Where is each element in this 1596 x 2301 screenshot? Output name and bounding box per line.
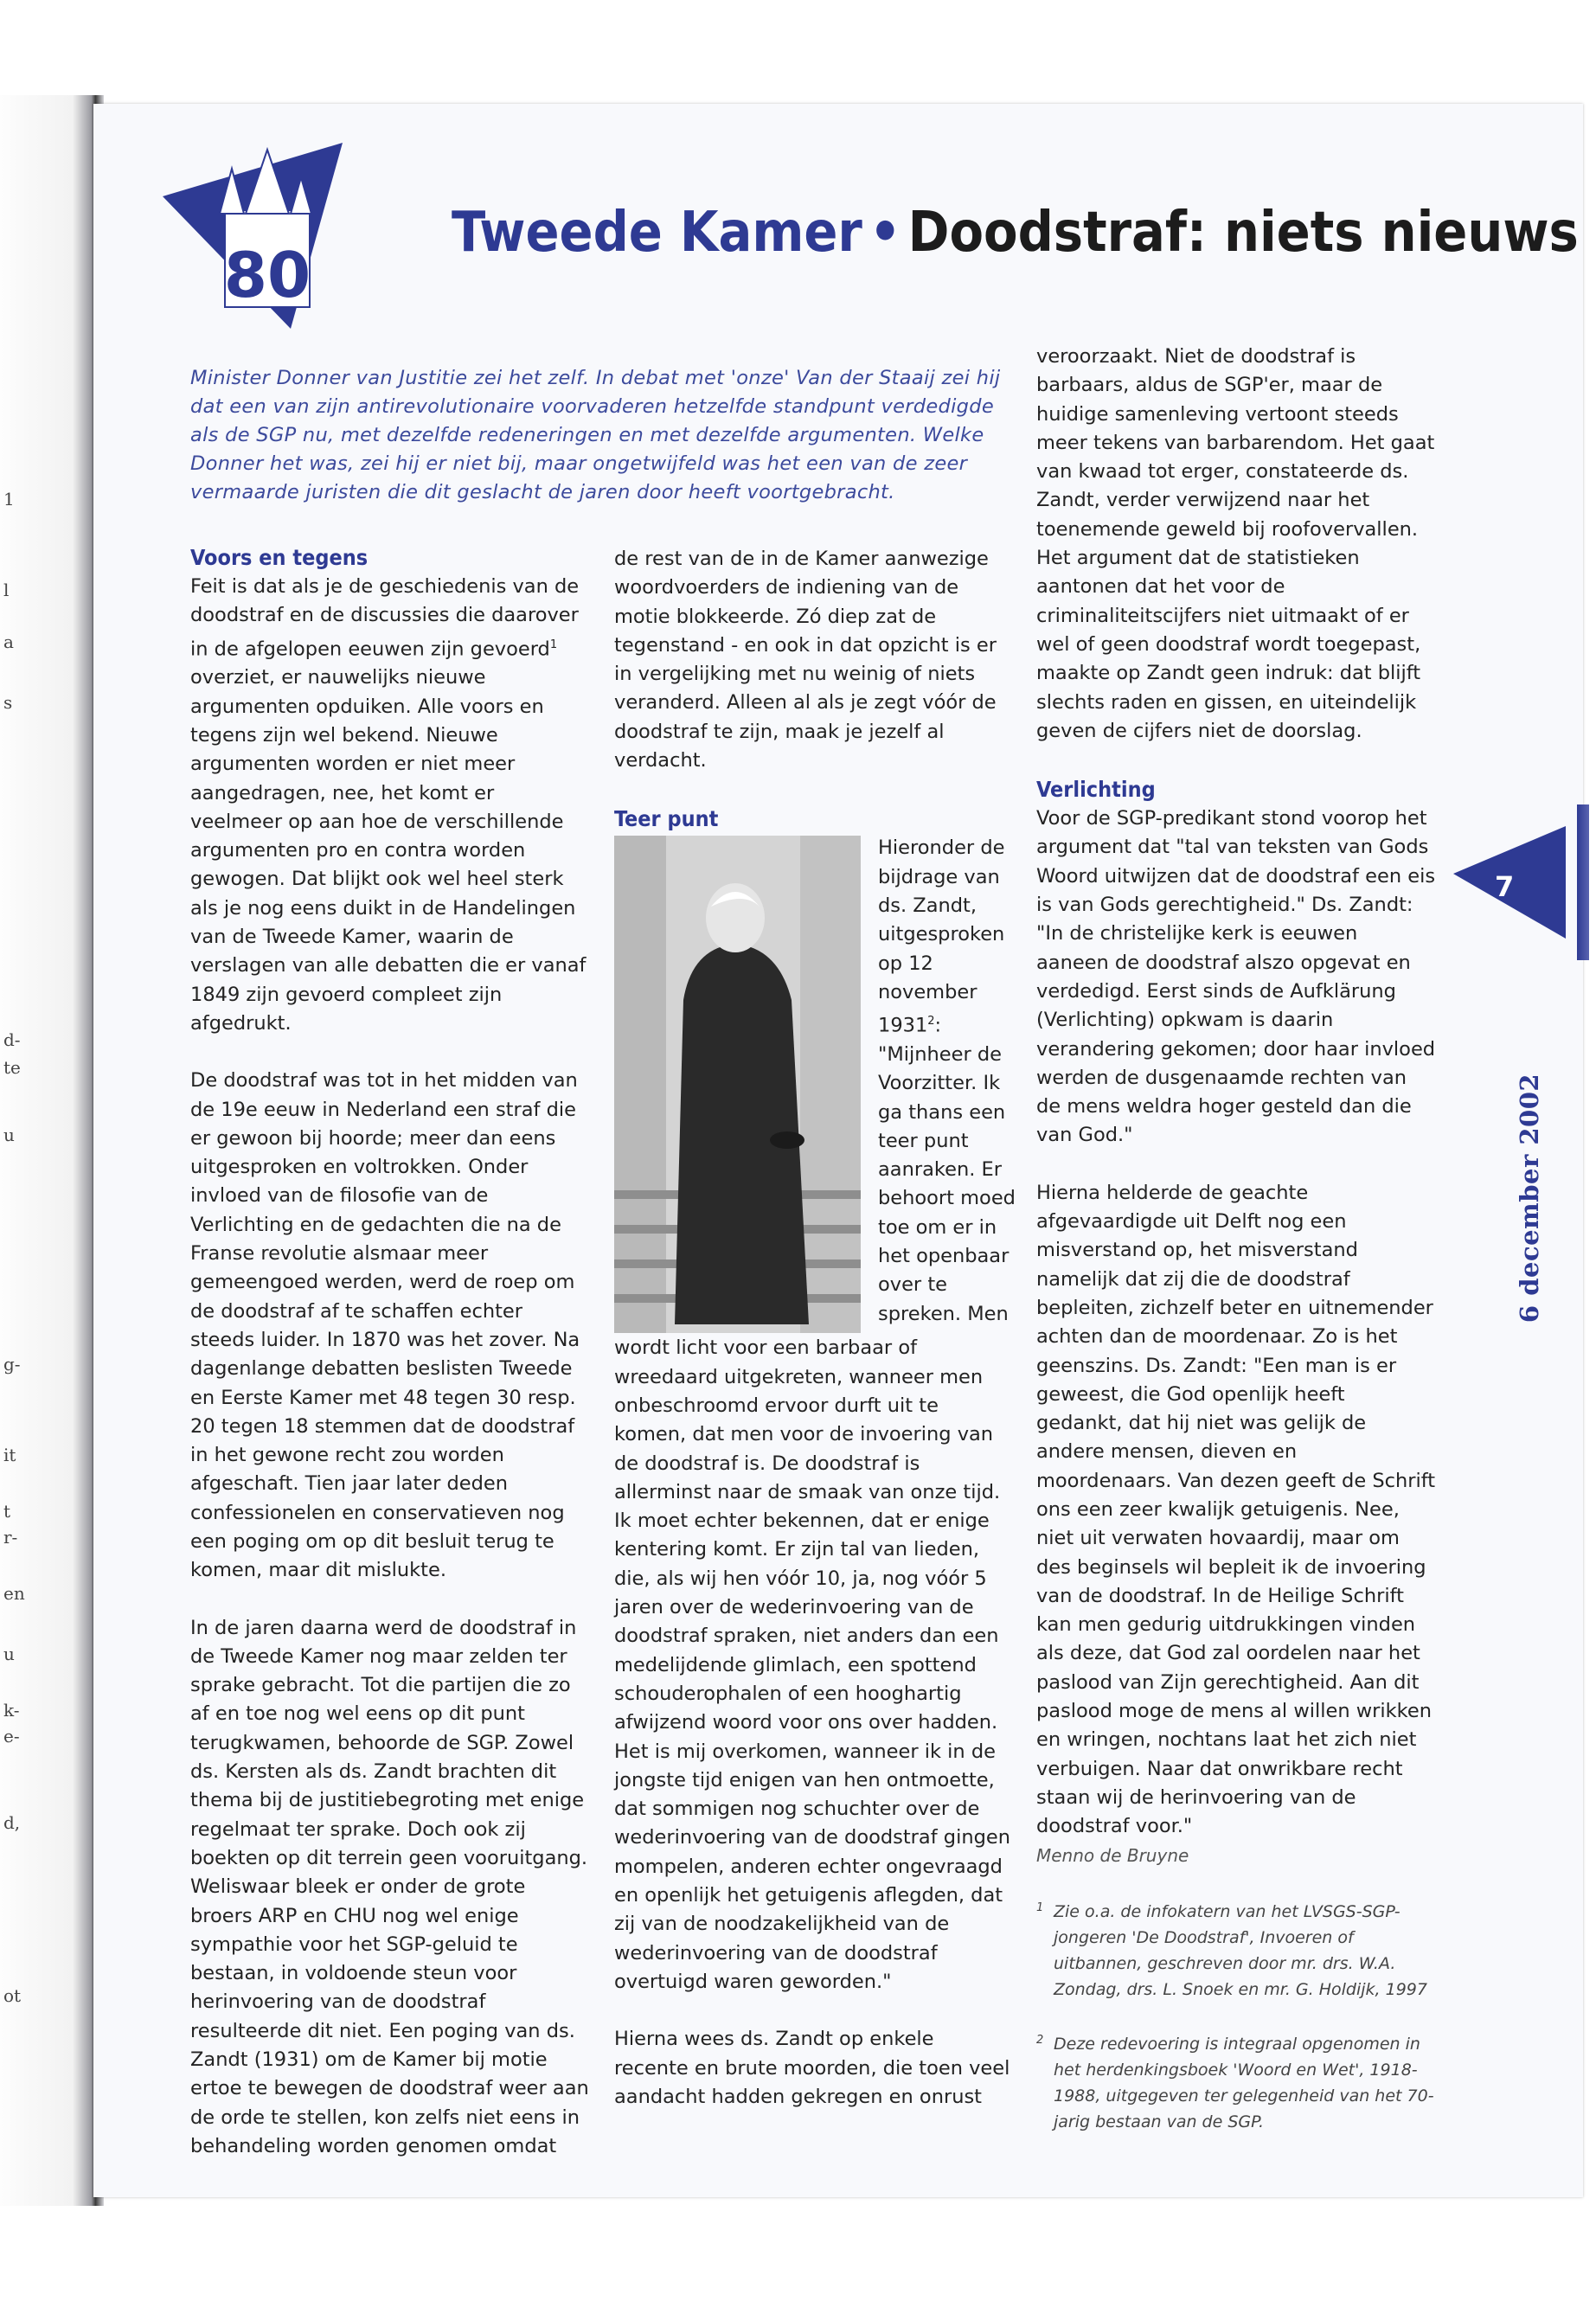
- paragraph: wordt licht voor een barbaar of wreedaard uitgekreten, wanneer men onbeschroomd ervoor durft uit te komen, dat men voor de invoering van de doodstraf is. De doodstraf is allerminst naar de smaak van onze tijd. Ik moet echter bekennen, dat er enige kentering komt. Er zijn tal van lieden, die, als wij hen vóór 10, ja, nog vóór 5 jaren over de wederinvoering van de doodstraf spraken, niet anders dan een medelijdende glimlach, een spottend schouderophalen of een hooghartig afwijzend woord voor ons over hadden. Het is mij overkomen, wanneer ik in de jongste tijd enigen van hen ontmoette, dat sommigen nog schuchter over de wederinvoering van de doodstraf gingen mompelen, anderen echter ongevraagd en openlijk het getuigenis aflegden, dat zij van de noodzakelijkheid van de wederinvoering van de doodstraf overtuigd waren geworden.": [614, 1336, 1010, 1993]
- spine-fragment: l: [3, 580, 10, 600]
- footnote: [1036, 2031, 1436, 2135]
- column-2: [614, 545, 1014, 2112]
- spine-fragment: 1: [3, 489, 15, 510]
- title-part-2: Doodstraf: niets nieuws: [907, 201, 1579, 265]
- footnote-number: 2: [1036, 2033, 1044, 2047]
- subheading-teer-punt: Teer punt: [614, 806, 719, 832]
- article-title: [452, 201, 1579, 265]
- spine-fragment: d-: [3, 1029, 21, 1050]
- title-bullet: •: [869, 201, 901, 265]
- portrait-photo: [614, 836, 861, 1333]
- subheading-verlichting: Verlichting: [1036, 777, 1156, 803]
- footnote-number: 1: [1036, 1900, 1044, 1914]
- paragraph: Hierna wees ds. Zandt op enkele recente en brute moorden, die toen veel aandacht hadden gekregen en onrust: [614, 2028, 1010, 2108]
- logo-number: 80: [223, 239, 311, 311]
- footnote-ref[interactable]: 1: [549, 638, 558, 651]
- anniversary-logo: [163, 143, 370, 333]
- column-3: [1036, 343, 1436, 2163]
- spine-fragment: ot: [3, 1985, 22, 2006]
- paragraph: veroorzaakt. Niet de doodstraf is barbaars, aldus de SGP'er, maar de huidige samenleving vertoont steeds meer tekens van barbarendom. Het gaat van kwaad tot erger, constateerde ds. Zandt, verder verwijzend naar het toenemende geweld bij roofovervallen. Het argument dat de statistieken aantonen dat het voor de criminaliteitscijfers niet uitmaakt of er wel of geen doodstraf wordt toegepast, maakte op Zandt geen indruk: dat blijft slechts raden en gissen, en uiteindelijk geven de cijfers niet de doorslag.: [1036, 345, 1435, 742]
- footnote-text: Deze redevoering is integraal opgenomen in het herdenkingsboek 'Woord en Wet', 1918-1988, uitgegeven ter gelegenheid van het 70-jarig bestaan van de SGP.: [1054, 2034, 1434, 2131]
- column-1: [190, 543, 590, 2161]
- paragraph-text: Feit is dat als je de geschiedenis van de doodstraf en de discussies die daarover in de afgelopen eeuwen zijn gevoerd: [190, 575, 580, 661]
- spine-fragment: u: [3, 1644, 15, 1664]
- paragraph-text: : "Mijnheer de Voorzitter. Ik ga thans een teer punt aanraken. Er behoort moed toe om er in het openbaar over te spreken. Men: [878, 1014, 1016, 1325]
- issue-date: 6 december 2002: [1515, 1073, 1544, 1324]
- spine-fragment: r-: [3, 1527, 18, 1548]
- paragraph: De doodstraf was tot in het midden van de 19e eeuw in Nederland een straf die er gewoon bij hoorde; meer dan eens uitgesproken en voltrokken. Onder invloed van de filosofie van de Verlichting en de gedachten die na de Franse revolutie alsmaar meer gemeengoed werden, werd de roep om de doodstraf af te schaffen echter steeds luider. In 1870 was het zover. Na dagenlange debatten beslisten Tweede en Eerste Kamer met 48 tegen 30 resp. 20 tegen 18 stemmen dat de doodstraf in het gewone recht zou worden afgeschaft. Tien jaar later deden confessionelen en conservatieven nog een poging om op dit besluit terug te komen, maar dit mislukte.: [190, 1069, 580, 1582]
- paragraph-text: overziet, er nauwelijks nieuwe argumenten opduiken. Alle voors en tegens zijn wel bekend. Nieuwe argumenten worden er niet meer aangedragen, nee, het komt er veelmeer op aan hoe de verschillende argumenten pro en contra worden gewogen. Dat blijkt ook wel heel sterk als je nog eens duikt in de Handelingen van de Tweede Kamer, waarin de verslagen van alle debatten die er vanaf 1849 zijn gevoerd compleet zijn afgedrukt.: [190, 666, 586, 1035]
- photo-side-text: [878, 834, 1016, 1329]
- spine-fragment: u: [3, 1125, 15, 1145]
- intro-lead: Minister Donner van Justitie zei het zelf. In debat met 'onze' Van der Staaij zei hij dat een van zijn antirevolutionaire voorvaderen hetzelfde standpunt verdedigde als de SGP nu, met dezelfde redeneringen en met dezelfde argumenten. Welke Donner het was, zei hij er niet bij, maar ongetwijfeld was het een van de zeer vermaarde juristen die dit geslacht de jaren door heeft voortgebracht.: [190, 366, 1001, 503]
- spine-fragment: s: [3, 692, 13, 713]
- spine-fragment: k-: [3, 1700, 20, 1721]
- binding-spine: [0, 95, 104, 2206]
- subheading-voors-en-tegens: Voors en tegens: [190, 545, 369, 570]
- spine-fragment: d,: [3, 1812, 21, 1833]
- page-fold-edge: [1577, 804, 1589, 960]
- page-number: 7: [1495, 870, 1515, 903]
- figure-hat: [770, 1131, 804, 1149]
- spine-fragment: t: [3, 1501, 11, 1522]
- footnote-text: Zie o.a. de infokatern van het LVSGS-SGP-jongeren 'De Doodstraf', Invoeren of uitbannen, geschreven door mr. drs. W.A. Zondag, drs. L. Snoek en mr. G. Holdijk, 1997: [1054, 1901, 1427, 1999]
- footnote-ref[interactable]: 2: [927, 1015, 935, 1029]
- photo-block: [614, 834, 1014, 1334]
- paragraph: Voor de SGP-predikant stond voorop het argument dat "tal van teksten van Gods Woord uitwijzen dat de doodstraf een eis is van Gods gerechtigheid." Ds. Zandt: "In de christelijke kerk is eeuwen aaneen de doodstraf alszo opgevat en verdedigd. Eerst sinds de Aufklärung (Verlichting) opkwam is daarin verandering gekomen; door haar invloed werden de dusgenaamde rechten van de mens weldra hoger gesteld dan die van God.": [1036, 807, 1436, 1147]
- paragraph: In de jaren daarna werd de doodstraf in de Tweede Kamer nog maar zelden ter sprake gebracht. Tot die partijen die zo af en toe nog wel eens op dit punt terugkwamen, behoorde de SGP. Zowel ds. Kersten als ds. Zandt brachten dit thema bij de justitiebegroting met enige regelmaat ter sprake. Doch ook zij boekten op dit terrein geen vooruitgang. Weliswaar bleek er onder de grote broers ARP en CHU nog wel enige sympathie voor het SGP-geluid te bestaan, in voldoende steun voor herinvoering van de doodstraf resulteerde dit niet. Een poging van ds. Zandt (1931) om de Kamer bij motie ertoe te bewegen de doodstraf weer aan de orde te stellen, kon zelfs niet eens in behandeling worden genomen omdat: [190, 1616, 589, 2157]
- spine-fragment: a: [3, 631, 14, 652]
- spine-fragment: en: [3, 1583, 25, 1604]
- paragraph: [190, 573, 590, 1038]
- spine-fragment: te: [3, 1057, 21, 1078]
- footnote: [1036, 1899, 1436, 2003]
- spine-fragment: it: [3, 1445, 16, 1465]
- spine-fragment: g-: [3, 1354, 21, 1375]
- author-signature: Menno de Bruyne: [1036, 1844, 1189, 1866]
- paragraph-text: Hieronder de bijdrage van ds. Zandt, uitgesproken op 12 november 1931: [878, 836, 1005, 1037]
- paragraph: de rest van de in de Kamer aanwezige woordvoerders de indiening van de motie blokkeerde. Zó diep zat de tegenstand - en ook in dat opzicht is er in vergelijking met nu weinig of niets veranderd. Alleen al als je zegt vóór de doodstraf te zijn, maak je jezelf al verdacht.: [614, 548, 997, 772]
- spine-fragment: e-: [3, 1726, 20, 1747]
- paragraph: Hierna helderde de geachte afgevaardigde uit Delft nog een misverstand op, het misverstand namelijk dat zij die de doodstraf bepleiten, zichzelf beter en uitnemender achten dan de moordenaar. Zo is het geenszins. Ds. Zandt: "Een man is er geweest, die God openlijk heeft gedankt, dat hij niet was gelijk de andere mensen, dieven en moordenaars. Van dezen geeft de Schrift ons een zeer kwalijk getuigenis. Nee, niet uit verwaten hovaardij, maar om des beginsels wil bepleit ik de invoering van de doodstraf. In de Heilige Schrift kan men gedurig uitdrukkingen vinden als deze, dat God zal oordelen naar het paslood van Zijn gerechtigheid. Aan dit paslood moge de mens al willen wrikken en wringen, nochtans laat het zich niet verbuigen. Naar dat onwrikbare recht staan wij de herinvoering van de doodstraf voor.": [1036, 1181, 1436, 1838]
- title-part-1: Tweede Kamer: [452, 201, 862, 265]
